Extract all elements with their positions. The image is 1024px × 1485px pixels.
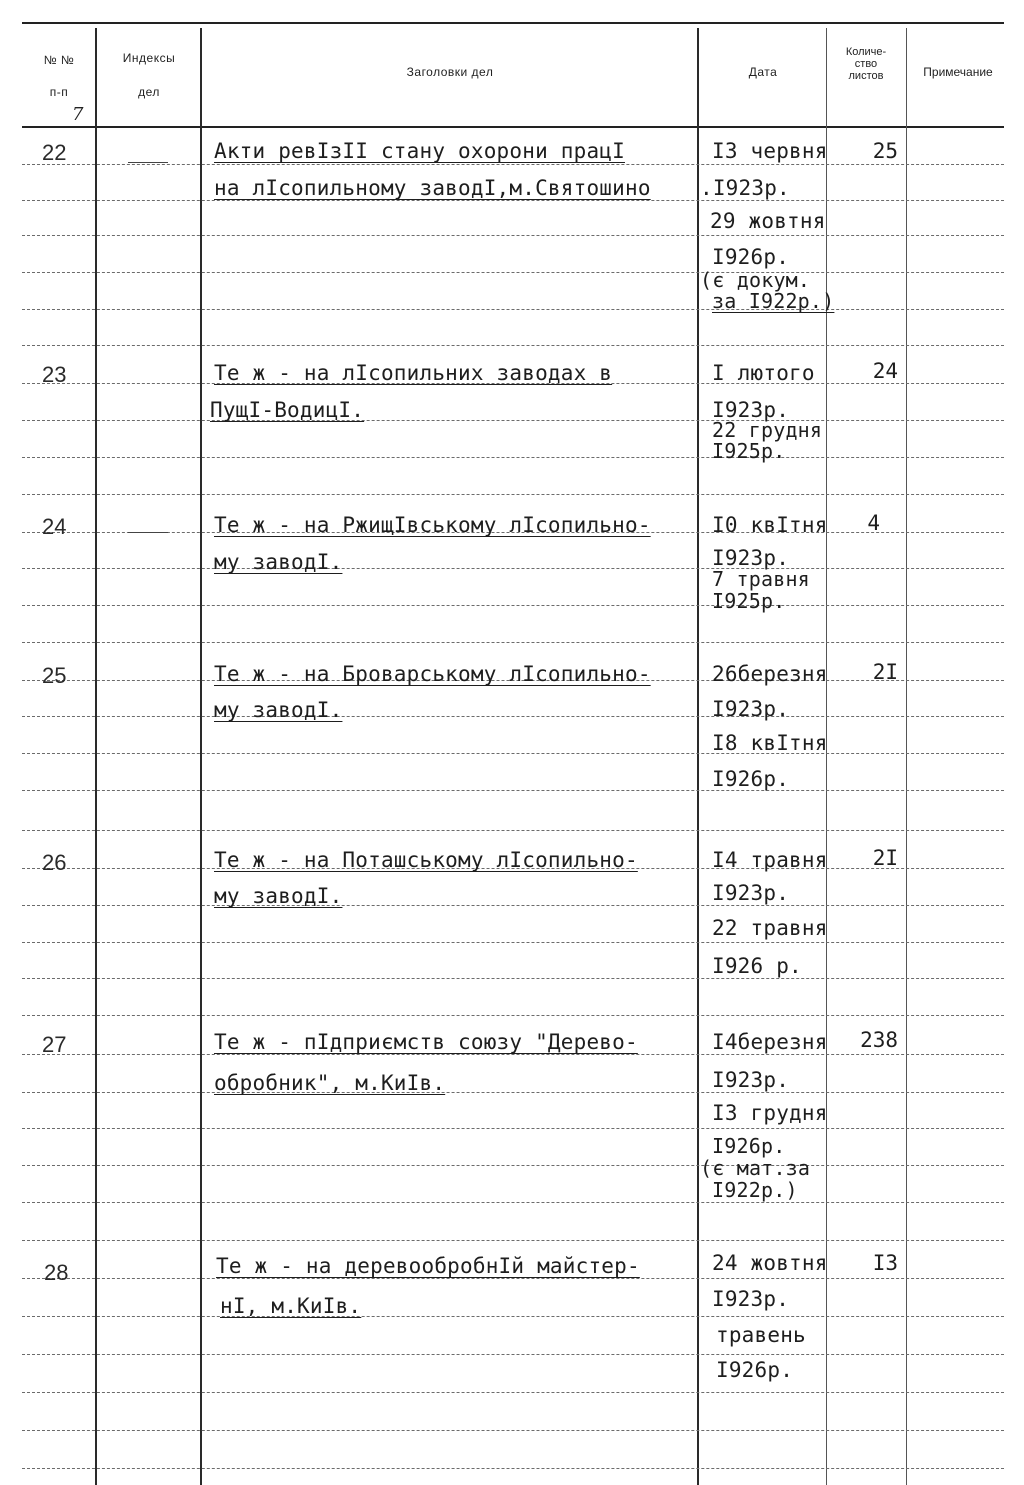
col-divider-2 xyxy=(200,28,202,1485)
header-bottom-rule xyxy=(22,126,1004,128)
record-sheet-count: 2I xyxy=(872,660,898,684)
record-date-line: I3 червня xyxy=(712,139,828,163)
ruled-line xyxy=(22,753,1004,754)
ruled-line xyxy=(22,1354,1004,1355)
col-divider-5 xyxy=(906,28,907,1485)
record-date-line: I925р. xyxy=(712,439,786,463)
ruled-line xyxy=(22,716,1004,717)
col-num-header-line1: № № xyxy=(43,53,75,67)
ruled-line xyxy=(22,235,1004,236)
ruled-line xyxy=(22,345,1004,346)
record-date-line: I923р. xyxy=(712,1287,790,1311)
record-date-line: I923р. xyxy=(712,398,790,422)
col-num-header-line2: п-п xyxy=(49,85,69,99)
record-title-line: Те ж - на лIсопильних заводах в xyxy=(214,361,613,385)
record-sheet-count: I3 xyxy=(872,1251,898,1275)
record-date-line: (є мат.за xyxy=(700,1156,811,1180)
record-number: 24 xyxy=(42,514,67,539)
ruled-line xyxy=(22,1165,1004,1166)
record-date-line: I926 р. xyxy=(712,954,802,978)
index-dash xyxy=(128,162,168,163)
ruled-line xyxy=(22,1092,1004,1093)
record-sheet-count: 24 xyxy=(872,359,898,383)
ruled-line xyxy=(22,1128,1004,1129)
ruled-line xyxy=(22,1202,1004,1203)
record-title-line: му заводI. xyxy=(214,698,343,722)
record-date-line: I923р. xyxy=(712,1068,790,1092)
record-number: 27 xyxy=(42,1032,67,1057)
ruled-line xyxy=(22,309,1004,310)
ruled-line xyxy=(22,164,1004,165)
record-title-line: Те ж - на РжищIвському лIсопильно- xyxy=(214,513,651,537)
ruled-line xyxy=(22,790,1004,791)
record-title-line: Те ж - на Броварському лIсопильно- xyxy=(214,662,651,686)
col-count-header xyxy=(826,46,906,82)
col-count-header-line2: ство xyxy=(854,58,878,70)
record-number: 25 xyxy=(42,663,67,688)
record-title-line: Те ж - на Поташському лIсопильно- xyxy=(214,848,638,872)
page-number-mark: 7 xyxy=(72,104,84,125)
record-date-line: I925р. xyxy=(712,589,786,613)
record-title-line: ПущI-ВодицI. xyxy=(210,398,365,422)
record-date-line: I926р. xyxy=(712,245,790,269)
record-title-line: Акти ревIзII стану охорони працI xyxy=(214,139,625,163)
record-date-line: .I923р. xyxy=(700,176,790,200)
record-date-line: I0 квIтня xyxy=(712,513,828,537)
record-date-line: I4 травня xyxy=(712,848,828,872)
col-divider-3 xyxy=(697,28,699,1485)
record-date-line: I926р. xyxy=(716,1358,794,1382)
ruled-line xyxy=(22,1240,1004,1241)
record-date-line: I923р. xyxy=(712,697,790,721)
ruled-line xyxy=(22,1468,1004,1469)
col-count-header-line1: Количе- xyxy=(845,46,887,58)
record-title-line: нI, м.КиIв. xyxy=(220,1294,362,1318)
ruled-line xyxy=(22,1054,1004,1055)
col-index-header-line2: дел xyxy=(138,85,160,99)
record-number: 22 xyxy=(42,140,67,165)
ruled-line xyxy=(22,420,1004,421)
record-date-line: 22 грудня xyxy=(712,418,823,442)
ruled-line xyxy=(22,1316,1004,1317)
record-number: 23 xyxy=(42,362,67,387)
ruled-line xyxy=(22,1278,1004,1279)
ruled-line xyxy=(22,905,1004,906)
record-title-line: Те ж - на деревообробнIй майстер- xyxy=(216,1254,640,1278)
ruled-line xyxy=(22,494,1004,495)
col-index-header-line1: Индексы xyxy=(122,51,176,65)
record-sheet-count: 2I xyxy=(872,846,898,870)
record-number: 26 xyxy=(42,850,67,875)
ruled-line xyxy=(22,568,1004,569)
record-sheet-count: 25 xyxy=(872,139,898,163)
col-note-header: Примечание xyxy=(923,65,993,79)
record-title-line: Те ж - пIдприємств союзу "Дерево- xyxy=(214,1030,638,1054)
ruled-line xyxy=(22,605,1004,606)
record-date-line: I8 квIтня xyxy=(712,731,828,755)
record-title-line: му заводI. xyxy=(214,550,343,574)
record-title-line: обробник", м.КиIв. xyxy=(214,1071,446,1095)
record-date-line: I лютого xyxy=(712,361,815,385)
ruled-line xyxy=(22,200,1004,201)
ruled-line xyxy=(22,1392,1004,1393)
col-count-header-line3: листов xyxy=(848,70,884,82)
record-date-line: 29 жовтня xyxy=(710,209,826,233)
record-date-line: I926р. xyxy=(712,767,790,791)
record-title-line: му заводI. xyxy=(214,884,343,908)
record-date-line: I922р.) xyxy=(712,1178,798,1202)
record-date-line: I926р. xyxy=(712,1134,786,1158)
record-date-line: I4березня xyxy=(712,1030,828,1054)
col-num-header xyxy=(26,54,92,98)
record-sheet-count: 238 xyxy=(860,1028,898,1052)
record-title-line: на лIсопильному заводI,м.Святошино xyxy=(214,176,651,200)
ruled-line xyxy=(22,457,1004,458)
record-date-line: 22 травня xyxy=(712,916,828,940)
index-dash xyxy=(128,532,168,533)
record-date-line: (є докум. xyxy=(700,268,811,292)
record-number: 28 xyxy=(44,1260,69,1285)
record-date-line: I923р. xyxy=(712,881,790,905)
ruled-line xyxy=(22,272,1004,273)
ruled-line xyxy=(22,1430,1004,1431)
record-date-line: 7 травня xyxy=(712,567,810,591)
col-date-header: Дата xyxy=(748,65,778,79)
ruled-line xyxy=(22,978,1004,979)
col-title-header: Заголовки дел xyxy=(406,65,494,79)
record-sheet-count: 4 xyxy=(867,511,880,535)
ruled-line xyxy=(22,1015,1004,1016)
col-divider-1 xyxy=(95,28,97,1485)
header-top-rule xyxy=(22,22,1004,24)
ruled-line xyxy=(22,830,1004,831)
record-date-line: I923р. xyxy=(712,546,790,570)
col-index-header xyxy=(100,52,198,98)
record-date-line: 24 жовтня xyxy=(712,1251,828,1275)
record-date-line: травень xyxy=(716,1323,806,1347)
record-date-line: за I922р.) xyxy=(712,289,835,313)
ruled-line xyxy=(22,642,1004,643)
record-date-line: I3 грудня xyxy=(712,1101,828,1125)
record-date-line: 26березня xyxy=(712,662,828,686)
ruled-line xyxy=(22,942,1004,943)
